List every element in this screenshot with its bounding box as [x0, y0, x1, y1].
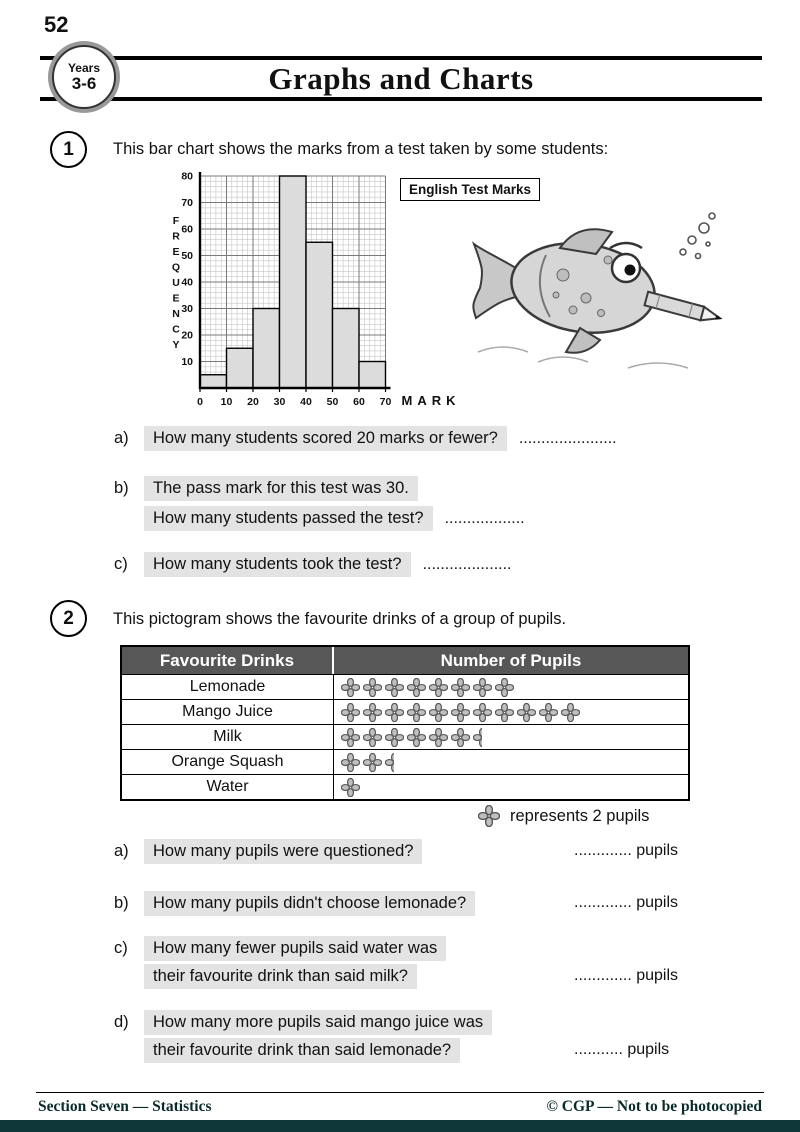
svg-text:20: 20	[181, 329, 193, 342]
q2-part-d-line2	[144, 1038, 460, 1063]
q2-part-a-answer-line: ............. pupils	[574, 842, 679, 859]
years-badge	[52, 45, 116, 109]
pictogram-header-pupils: Number of Pupils	[440, 650, 582, 670]
svg-text:10: 10	[181, 356, 193, 368]
q1-number-circle: 1	[50, 131, 87, 168]
title-band	[40, 56, 762, 101]
svg-text:60: 60	[353, 396, 365, 408]
q1-part-c-answer-line: ....................	[422, 556, 512, 573]
drink-symbols	[334, 700, 688, 724]
pictogram-header-row	[122, 647, 688, 674]
q1-part-b-text-2: How many students passed the test?	[144, 506, 433, 531]
svg-text:30: 30	[273, 396, 286, 408]
pictogram-key	[478, 805, 649, 827]
drink-label: Orange Squash	[122, 750, 334, 774]
q1-part-a	[114, 426, 617, 451]
svg-text:70: 70	[181, 197, 193, 209]
svg-text:N: N	[172, 308, 180, 320]
q1-part-c-question: How many students took the test?	[144, 552, 411, 577]
q2-part-d-answer-line: ........... pupils	[574, 1041, 670, 1058]
q2-part-b-question: How many pupils didn't choose lemonade?	[144, 891, 475, 916]
svg-text:Y: Y	[172, 339, 180, 351]
q2-number-circle: 2	[50, 600, 87, 637]
footer-section-label: Section Seven — Statistics	[38, 1098, 212, 1115]
pictogram-row-orange-squash	[122, 749, 688, 774]
drink-symbols	[334, 725, 688, 749]
svg-text:70: 70	[379, 396, 392, 408]
bar-chart	[146, 166, 486, 418]
q2-part-b-answer-line: ............. pupils	[574, 894, 679, 911]
footer-copyright: © CGP — Not to be photocopied	[546, 1098, 762, 1115]
q1-part-b-line2	[144, 506, 525, 531]
page-title: Graphs and Charts	[268, 60, 534, 96]
page-number: 52	[44, 12, 69, 37]
drink-label: Mango Juice	[122, 700, 334, 724]
q1-part-b-text-1: The pass mark for this test was 30.	[144, 476, 418, 501]
years-badge-range: 3-6	[71, 73, 97, 93]
q1-part-a-answer-line: ......................	[518, 430, 617, 447]
pictogram-row-milk	[122, 724, 688, 749]
q1-part-b-label: b)	[114, 479, 129, 497]
drink-label: Water	[122, 775, 334, 799]
q2-part-d	[114, 1010, 492, 1035]
q1-part-a-question: How many students scored 20 marks or fewer?	[144, 426, 507, 451]
q2-part-c-text-2: their favourite drink than said milk?	[144, 964, 417, 989]
drink-symbols	[334, 750, 688, 774]
svg-text:50: 50	[181, 250, 193, 262]
pictogram-header-drinks: Favourite Drinks	[122, 647, 334, 674]
q2-part-c-text-1: How many fewer pupils said water was	[144, 936, 446, 961]
pictogram-row-lemonade	[122, 674, 688, 699]
svg-text:E: E	[172, 246, 180, 258]
svg-text:F: F	[172, 215, 180, 227]
footer-rule	[36, 1092, 764, 1093]
pictogram-row-water	[122, 774, 688, 799]
pictogram-table	[120, 645, 690, 801]
svg-text:60: 60	[181, 223, 193, 236]
q1-part-a-label: a)	[114, 429, 129, 447]
pictogram-row-mango-juice	[122, 699, 688, 724]
svg-text:40: 40	[181, 276, 193, 289]
svg-text:R: R	[172, 230, 180, 243]
q2-intro: This pictogram shows the favourite drinks of a group of pupils.	[113, 610, 567, 628]
q2-part-d-text-2: their favourite drink than said lemonade?	[144, 1038, 460, 1063]
svg-text:0: 0	[197, 396, 203, 408]
q2-part-d-label: d)	[114, 1013, 129, 1031]
q2-part-b-label: b)	[114, 894, 129, 912]
pictogram-key-text: represents 2 pupils	[510, 806, 650, 825]
chart-title: English Test Marks	[400, 178, 540, 201]
q2-part-a-label: a)	[114, 842, 129, 860]
q1-part-b	[114, 476, 418, 501]
svg-text:50: 50	[326, 396, 339, 408]
drink-label: Lemonade	[122, 675, 334, 699]
q2-part-c-answer-line: ............. pupils	[574, 967, 679, 984]
q1-part-c-label: c)	[114, 555, 128, 573]
bar-chart-svg	[146, 166, 486, 418]
footer-color-bar	[0, 1120, 800, 1132]
svg-text:20: 20	[247, 396, 259, 408]
q2-part-d-text-1: How many more pupils said mango juice was	[144, 1010, 492, 1035]
q2-part-c	[114, 936, 446, 961]
pictogram-key-symbol-icon	[478, 805, 500, 827]
q1-part-b-answer-line: ..................	[444, 510, 525, 527]
svg-text:10: 10	[220, 396, 233, 408]
svg-text:E: E	[172, 292, 180, 305]
drink-symbols	[334, 675, 688, 699]
svg-text:C: C	[172, 323, 180, 336]
drink-symbols	[334, 775, 688, 799]
svg-text:U: U	[172, 277, 180, 289]
q1-part-c	[114, 552, 511, 577]
fish-illustration	[468, 200, 733, 385]
q2-part-c-line2	[144, 964, 417, 989]
q2-part-a	[114, 839, 422, 864]
svg-text:40: 40	[300, 396, 312, 408]
svg-text:30: 30	[181, 303, 193, 315]
fish-illustration-svg	[468, 200, 733, 385]
svg-text:80: 80	[181, 170, 193, 183]
drink-label: Milk	[122, 725, 334, 749]
years-badge-word: Years	[67, 60, 101, 75]
svg-text:MARK: MARK	[401, 393, 461, 408]
svg-text:Q: Q	[171, 261, 181, 274]
q1-intro: This bar chart shows the marks from a test taken by some students:	[113, 140, 609, 158]
q2-part-a-question: How many pupils were questioned?	[144, 839, 422, 864]
q2-part-c-label: c)	[114, 939, 128, 957]
q2-part-b	[114, 891, 475, 916]
